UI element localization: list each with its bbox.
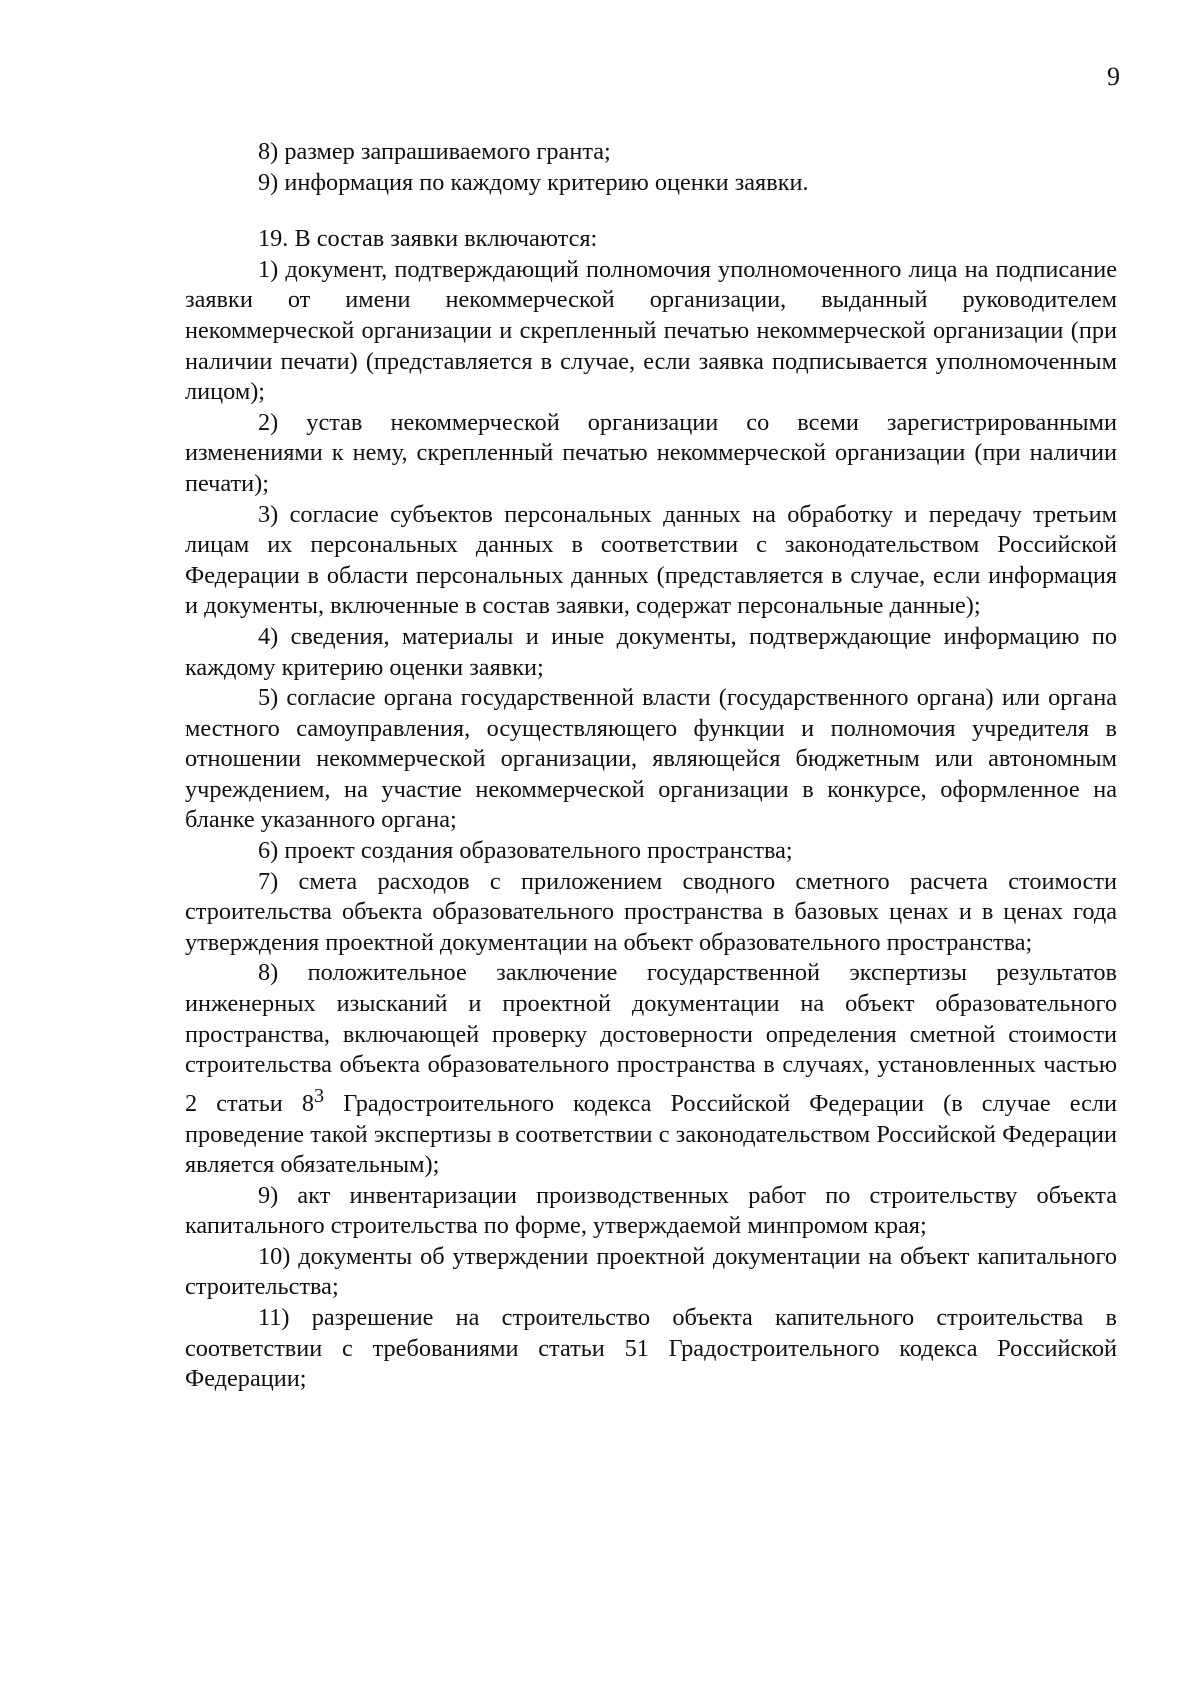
- clause-19-item-1: 1) документ, подтверждающий полномочия уполномоченного лица на подписание заявки от имени некоммерческой организации, выданный руководителем некоммерческой организации и скрепленный печатью некоммерческой организации (при наличии печати) (представляется в случае, если заявка подписывается уполномоченным лицом);: [185, 255, 1117, 406]
- clause-19-item-8-text: 8) положительное заключение государственной экспертизы результатов инженерных изысканий и проектной документации на объект образовательного пространства, включающей проверку достоверности определения сметной стоимости строительства объекта образовательного пространства в случаях, установленных частью 2 статьи 8: [185, 959, 1117, 1117]
- superscript-article-number: 3: [314, 1084, 325, 1107]
- list-item-8-grant-size: 8) размер запрашиваемого гранта;: [258, 138, 611, 165]
- clause-19-item-3: 3) согласие субъектов персональных данных на обработку и передачу третьим лицам их персональных данных в соответствии с законодательством Российской Федерации в области персональных данных (представляется в случае, если информация и документы, включенные в состав заявки, содержат персональные данные);: [185, 500, 1117, 620]
- document-body: [185, 137, 1117, 1395]
- clause-19-item-11: 11) разрешение на строительство объекта капительного строительства в соответствии с требованиями статьи 51 Градостроительного кодекса Российской Федерации;: [185, 1304, 1117, 1393]
- clause-19-item-7: 7) смета расходов с приложением сводного сметного расчета стоимости строительства объекта образовательного пространства в базовых ценах и в ценах года утверждения проектной документации на объект образовательного пространства;: [185, 867, 1117, 956]
- clause-19-item-6: 6) проект создания образовательного пространства;: [258, 837, 793, 865]
- list-item-9-criteria-info: 9) информация по каждому критерию оценки заявки.: [258, 168, 809, 196]
- page-number: 9: [1107, 62, 1120, 91]
- clause-19-item-4: 4) сведения, материалы и иные документы, подтверждающие информацию по каждому критерию оценки заявки;: [185, 622, 1117, 681]
- clause-19-item-8: [185, 958, 1117, 1180]
- clause-19-item-8-text-continued: Градостроительного кодекса Российской Федерации (в случае если проведение такой экспертизы в соответствии с законодательством Российской Федерации является обязательным);: [185, 1089, 1117, 1179]
- clause-19-item-10: 10) документы об утверждении проектной документации на объект капитального строительства;: [185, 1242, 1117, 1301]
- clause-19-item-2: 2) устав некоммерческой организации со всеми зарегистрированными изменениями к нему, скрепленный печатью некоммерческой организации (при наличии печати);: [185, 408, 1117, 497]
- clause-19-item-5: 5) согласие органа государственной власти (государственного органа) или органа местного самоуправления, осуществляющего функции и полномочия учредителя в отношении некоммерческой организации, являющейся бюджетным или автономным учреждением, на участие некоммерческой организации в конкурсе, оформленное на бланке указанного органа;: [185, 684, 1117, 834]
- clause-19-item-9: 9) акт инвентаризации производственных работ по строительству объекта капитального строительства по форме, утверждаемой минпромом края;: [185, 1181, 1117, 1240]
- clause-19-heading: 19. В состав заявки включаются:: [258, 225, 598, 253]
